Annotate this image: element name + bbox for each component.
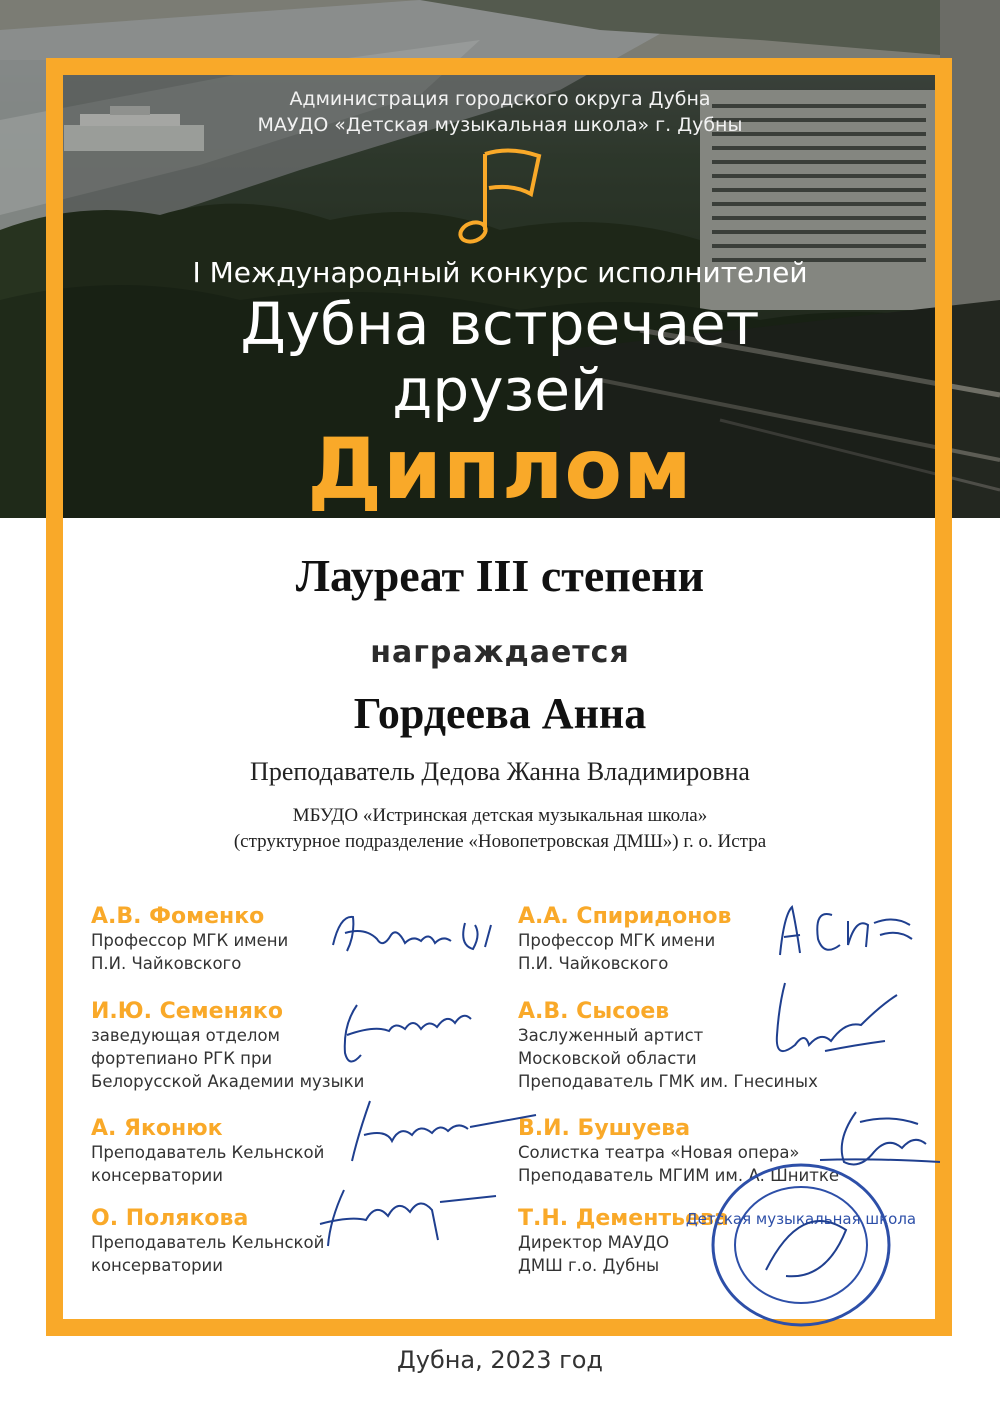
- jury-name: А.В. Фоменко: [91, 904, 265, 929]
- jury-name: А. Яконюк: [91, 1116, 223, 1141]
- jury-role-line: фортепиано РГК при: [91, 1049, 273, 1068]
- organizer-line-1: Администрация городского округа Дубна: [289, 88, 711, 110]
- signature-fomenko: [325, 905, 500, 965]
- jury-role-line: Преподаватель МГИМ им. А. Шнитке: [518, 1166, 839, 1185]
- jury-role-line: консерватории: [91, 1256, 224, 1275]
- jury-member: [518, 904, 731, 975]
- jury-member: [91, 1206, 324, 1277]
- teacher-line: Преподаватель Дедова Жанна Владимировна: [250, 757, 750, 786]
- jury-member: [91, 999, 364, 1093]
- signature-semenyako: [335, 995, 480, 1075]
- jury-name: А.В. Сысоев: [518, 999, 670, 1024]
- jury-role-line: Профессор МГК имени: [91, 931, 289, 950]
- jury-name: И.Ю. Семеняко: [91, 999, 283, 1024]
- jury-role-line: Преподаватель Кельнской: [91, 1233, 325, 1252]
- organizer-line-2: МАУДО «Детская музыкальная школа» г. Дубны: [257, 114, 743, 136]
- stamp-text: Детская музыкальная школа: [685, 1210, 917, 1228]
- award-degree: Лауреат III степени: [295, 550, 705, 601]
- signature-yakonyuk: [340, 1095, 540, 1175]
- jury-role-line: Солистка театра «Новая опера»: [518, 1143, 800, 1162]
- jury-role-line: П.И. Чайковского: [91, 954, 242, 973]
- jury-name: О. Полякова: [91, 1206, 249, 1231]
- jury-role-line: Преподаватель ГМК им. Гнесиных: [518, 1072, 818, 1091]
- jury-name: Т.Н. Дементьева: [518, 1206, 729, 1231]
- recipient-name: Гордеева Анна: [353, 689, 647, 738]
- jury-role-line: Директор МАУДО: [518, 1233, 670, 1252]
- awarded-label: награждается: [370, 635, 630, 670]
- jury-role-line: Белорусской Академии музыки: [91, 1072, 365, 1091]
- jury-role-line: ДМШ г.о. Дубны: [518, 1256, 660, 1275]
- signature-sysoev: [765, 975, 905, 1075]
- school-stamp: [685, 1160, 917, 1330]
- jury-member: [91, 904, 288, 975]
- jury-name: В.И. Бушуева: [518, 1116, 691, 1141]
- jury-member: [91, 1116, 324, 1187]
- contest-name: I Международный конкурс исполнителей: [192, 256, 808, 289]
- school-line-2: (структурное подразделение «Новопетровская ДМШ») г. о. Истра: [233, 831, 767, 852]
- jury-role-line: Заслуженный артист: [518, 1026, 704, 1045]
- jury-role-line: Московской области: [518, 1049, 697, 1068]
- jury-role-line: консерватории: [91, 1166, 224, 1185]
- jury-role-line: П.И. Чайковского: [518, 954, 669, 973]
- jury-role-line: Профессор МГК имени: [518, 931, 716, 950]
- jury-name: А.А. Спиридонов: [518, 904, 732, 929]
- place-and-year: Дубна, 2023 год: [396, 1346, 603, 1374]
- jury-role-line: Преподаватель Кельнской: [91, 1143, 325, 1162]
- music-note-icon: [455, 144, 545, 248]
- jury-role-line: заведующая отделом: [91, 1026, 281, 1045]
- school-line-1: МБУДО «Истринская детская музыкальная школа»: [292, 805, 708, 826]
- contest-title-line-2: друзей: [392, 356, 608, 424]
- signature-polyakova: [310, 1180, 500, 1260]
- contest-title-line-1: Дубна встречает: [240, 290, 760, 358]
- diploma-heading: Диплом: [307, 420, 693, 518]
- signature-spiridonov: [770, 895, 920, 965]
